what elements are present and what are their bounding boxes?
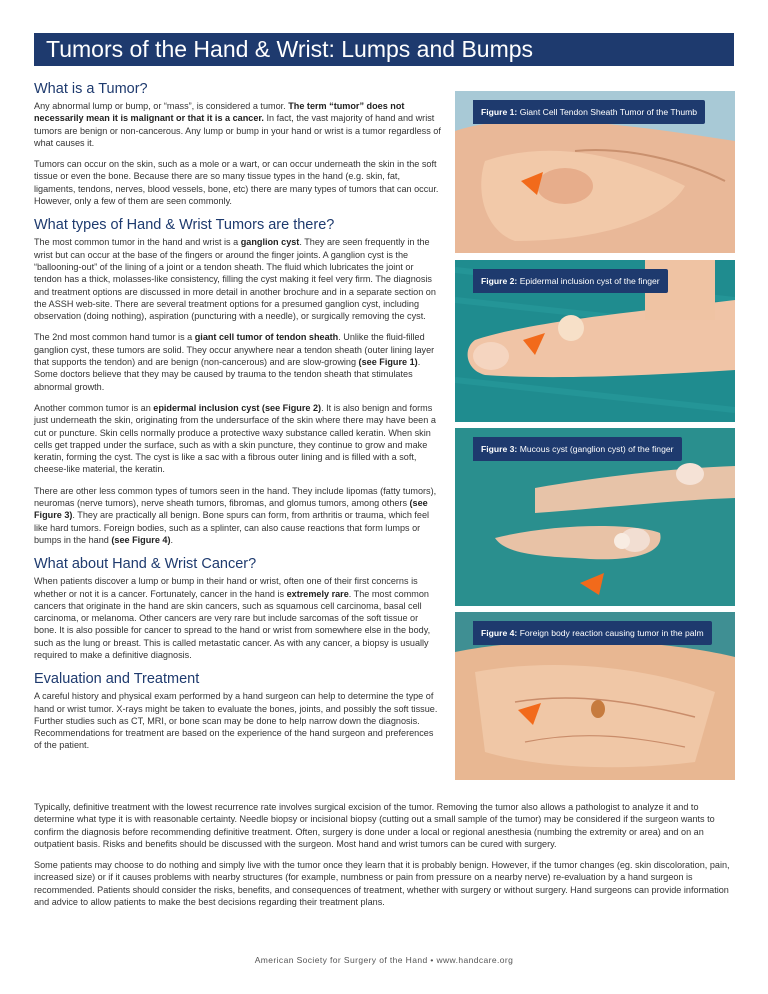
figure-4 bbox=[455, 612, 735, 780]
emphasis-text: (see Figure 4) bbox=[111, 534, 171, 545]
figure-2 bbox=[455, 260, 735, 422]
full-width-text bbox=[34, 801, 734, 917]
text-run: . It is also benign and forms just underneath the skin, originating from the undersurface of the skin where there may have been a cut or puncture. Skin cells normally produce a protective waxy substance called keratin. When skin cells get trapped under the surface, such as with a skin puncture, they continue to grow and make keratin, forming the cyst. The cyst is like a sac with a fibrous outer lining and is filled with a soft, cheese-like material, the keratin. bbox=[34, 402, 436, 475]
paragraph: Typically, definitive treatment with the lowest recurrence rate involves surgical excision of the tumor. Removing the tumor also allows a pathologist to analyze it and to determine what type it is with reasonable certainty. Needle biopsy or incisional biopsy (cutting out a small sample of the tumor) may be considered if the surgeon wants to confirm the diagnosis before recommending definitive treatment. Often, surgery is done under a local or regional anesthesia (numbing the extremity or area) and on an outpatient basis. Risks and benefits should be discussed with the surgeon. Most hand and wrist tumors can be cured with surgery. bbox=[34, 802, 715, 849]
emphasis-text: epidermal inclusion cyst (see Figure 2) bbox=[153, 402, 322, 413]
text-run: There are other less common types of tumors seen in the hand. They include lipomas (fatty tumors), neuromas (nerve tumors), nerve sheath tumors, fibromas, and glomus tumors, among others bbox=[34, 485, 437, 509]
figure-4-caption: Figure 4: Foreign body reaction causing tumor in the palm bbox=[473, 621, 712, 645]
paragraph bbox=[34, 402, 442, 476]
heading-tumor-types: What types of Hand & Wrist Tumors are there? bbox=[34, 217, 335, 234]
text-run: . They are practically all benign. Bone spurs can form, from arthritis or trauma, which feel like hard tumors. Foreign bodies, such as a splinter, can also cause reactions that form lumps or bumps in the hand bbox=[34, 510, 430, 545]
footer: American Society for Surgery of the Hand • www.handcare.org bbox=[254, 955, 514, 965]
figure-1-caption: Figure 1: Giant Cell Tendon Sheath Tumor of the Thumb bbox=[473, 100, 705, 124]
text-run: In fact, the vast majority of hand and wrist tumors are benign or non-cancerous. Any lump or bump in your hand or wrist is a tumor regardless of what causes it. bbox=[34, 113, 441, 148]
text-run: . Some doctors believe that they may be caused by trauma to the tendon sheath that stimulates abnormal growth. bbox=[34, 357, 421, 392]
emphasis-text: (see Figure 1) bbox=[358, 357, 418, 368]
paragraph bbox=[34, 100, 442, 149]
emphasis-text: The term “tumor” does not necessarily mean it is malignant or that it is a cancer. bbox=[34, 101, 405, 124]
text-run: The most common tumor in the hand and wrist is a bbox=[34, 237, 241, 248]
text-run: When patients discover a lump or bump in their hand or wrist, often one of their first concerns is whether or not it is a cancer. Fortunately, cancer in the hand is bbox=[34, 576, 418, 599]
paragraph: A careful history and physical exam performed by a hand surgeon can help to determine the type of hand or wrist tumor. X-rays might be taken to evaluate the bones, joints, and possibly the soft tissue. Further studies such as CT, MRI, or bone scan may be done to help narrow down the diagnosis. Recommendations for treatment are based on the experience of the hand surgeon and preferences of the patient. bbox=[34, 691, 438, 751]
heading-cancer: What about Hand & Wrist Cancer? bbox=[34, 556, 257, 573]
text-run: Any abnormal lump or bump, or “mass”, is considered a tumor. bbox=[34, 101, 289, 111]
paragraph bbox=[34, 236, 442, 322]
figure-1 bbox=[455, 91, 735, 253]
emphasis-text: (see Figure 3) bbox=[34, 498, 428, 521]
paragraph: Tumors can occur on the skin, such as a mole or a wart, or can occur underneath the skin in the soft tissue or even the bone. Because there are so many tissue types in the hand (e.g. skin, fat, ligaments, tendons, nerves, blood vessels, bone, etc) there are many types of tumors that can occur. However, only a few of them are seen commonly. bbox=[34, 159, 439, 207]
text-run: . They are seen frequently in the wrist but can occur at the base of the fingers or around the finger joints. A ganglion cyst is the “ballooning-out” of the lining of a joint or a tendon sheath. The fluid which lubricates the joint or tendon has a thick, molasses-like consistency, filling the cyst making it feel very firm. The diagnosis and treatment options are discussed in more detail in another brochure and in a separate section on the ASSH web-site. There are several treatment options for a presumed ganglion cyst, including observation (doing nothing), aspiration (puncturing with a needle), or surgically removing the cyst. bbox=[34, 237, 436, 322]
figure-3 bbox=[455, 428, 735, 606]
text-run: . Unlike the fluid-filled ganglion cyst, these tumors are solid. They occur anywhere near a tendon sheath (outer lining layer that supports the tendon) and are benign (non-cancerous) and are slow-growing bbox=[34, 332, 435, 368]
heading-evaluation: Evaluation and Treatment bbox=[34, 671, 200, 688]
emphasis-text: extremely rare bbox=[286, 588, 349, 599]
text-run: The 2nd most common hand tumor is a bbox=[34, 332, 195, 343]
paragraph bbox=[34, 331, 442, 392]
text-run: . bbox=[170, 534, 174, 545]
main-column bbox=[34, 80, 442, 761]
page-title: Tumors of the Hand & Wrist: Lumps and Bumps bbox=[34, 33, 734, 66]
emphasis-text: ganglion cyst bbox=[240, 237, 300, 248]
paragraph bbox=[34, 485, 442, 546]
figure-3-caption: Figure 3: Mucous cyst (ganglion cyst) of the finger bbox=[473, 437, 682, 461]
paragraph: Some patients may choose to do nothing and simply live with the tumor once they learn that it is probably benign. However, if the tumor changes (eg. skin discoloration, pain, increased size) or if it causes problems with nearby structures (for example, numbness or pain from pressure on a nearby nerve) re-evaluation by a hand surgeon is recommended. Patients should consider the risks, benefits, and consequences of treatment, whether with surgery or without surgery. Hand surgeons can provide information and advice to allow patients to make the best decisions regarding their treatment plans. bbox=[34, 860, 730, 908]
heading-what-is-tumor: What is a Tumor? bbox=[34, 81, 148, 97]
text-run: . The most common cancers that originate in the hand are skin cancers, such as squamous cell carcinoma, basal cell carcinoma, or melanoma. Other cancers are very rare but include sarcomas of the soft tissue or bone. It is also possible for cancer to spread to the hand or wrist from somewhere else in the body, such as the lung or breast. This is called metastatic cancer. As with any cancer, a biopsy is usually required to make a definitive diagnosis. bbox=[34, 588, 431, 660]
figure-2-caption: Figure 2: Epidermal inclusion cyst of the finger bbox=[473, 269, 668, 293]
text-run: Another common tumor is an bbox=[34, 402, 154, 413]
paragraph bbox=[34, 575, 442, 661]
emphasis-text: giant cell tumor of tendon sheath bbox=[194, 332, 339, 343]
